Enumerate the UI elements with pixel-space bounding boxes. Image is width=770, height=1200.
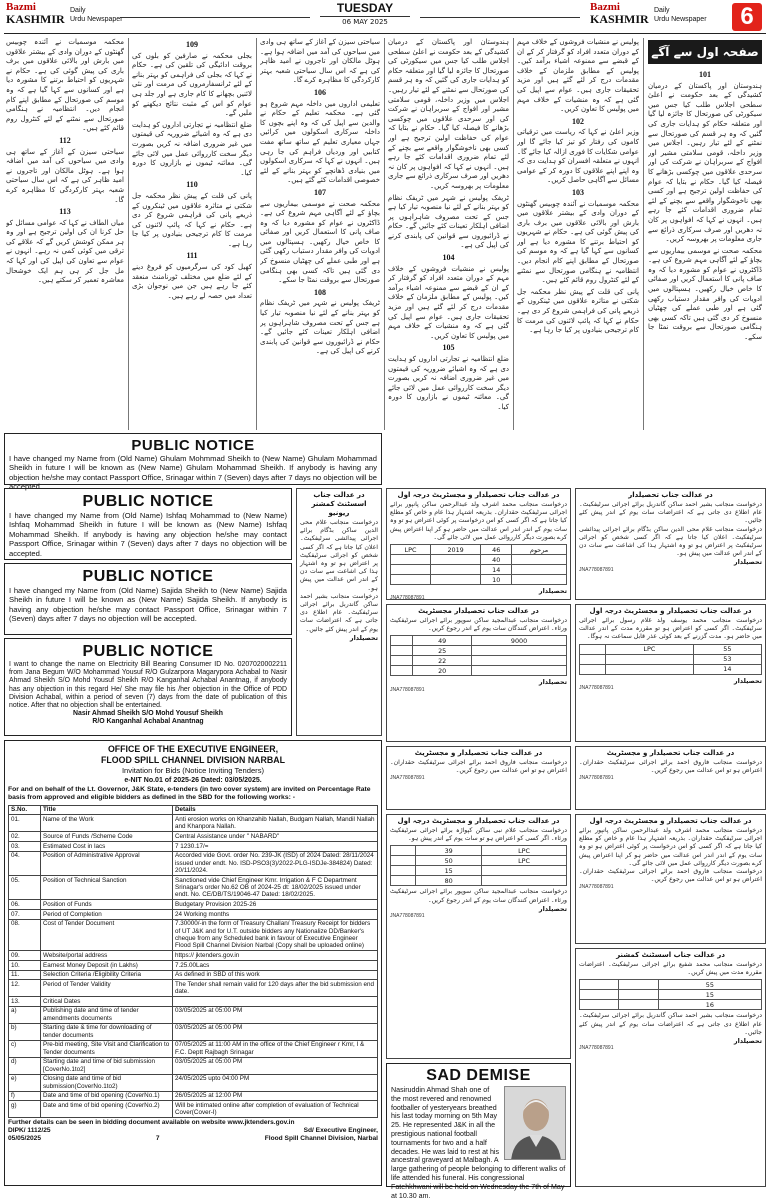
item-number: 113 <box>59 207 71 217</box>
public-notice-3 <box>4 638 292 736</box>
news-column-1 <box>648 68 762 430</box>
court-notice-body: درخواست منجانب محمد شفیع برائے اجرائی سرٹیفکیٹ۔ اعتراضات مقررہ مدت میں پیش کریں۔ <box>579 961 762 977</box>
column-divider <box>643 38 644 430</box>
heirs-table <box>390 544 567 585</box>
court-notice-3 <box>386 604 571 742</box>
table-row <box>9 832 378 842</box>
court-notice-body: درخواست منجانب محمد یوسف ولد غلام رسول برائے اجرائی سرٹیفکیٹ۔ اگر کسی کو اعتراض ہو تو مقررہ مدت کے اندر عدالت میں حاضر ہو۔ مدت گزرنے کے بعد کوئی عذر قابل سماعت نہ ہوگا۔ <box>579 617 762 641</box>
table-row <box>9 1040 378 1057</box>
issue-date: 06 MAY 2025 <box>320 16 410 26</box>
row-number: g) <box>9 1101 41 1118</box>
masthead-subtitle <box>70 6 123 24</box>
page-header <box>0 0 770 32</box>
row-title: Name of the Work <box>41 815 173 832</box>
table-row <box>9 961 378 971</box>
masthead-title-2: KASHMIR <box>6 12 65 26</box>
row-number: 05. <box>9 876 41 900</box>
heirs-table <box>579 644 762 675</box>
column-divider <box>128 38 129 430</box>
row-number: c) <box>9 1040 41 1057</box>
row-details: 7.25.00Lacs <box>173 961 378 971</box>
court-notice-signature: تحصیلدار <box>349 633 378 642</box>
row-title: Estimated Cost in lacs <box>41 842 173 852</box>
public-notice-text: I have changed my Name from (Old Name) Ishfaq Mohammad to (New Name) Ishfaq Mohammad Sheikh in future I will be known as (New Name) Ishfaq Mohammad Sheikh. If anybody is having any objection he/she may contact Passport Office, Srinagar within 7 (Seven) days after 7 days no objection will be accepted. <box>9 511 287 558</box>
row-number: 03. <box>9 842 41 852</box>
court-notice-body: درخواست منجانب فاروق احمد برائے اجرائی سرٹیفکیٹ حقداران۔ اعتراض ہو تو اس عدالت میں رجوع کریں۔ <box>390 759 567 775</box>
ad-code: JNA778087891 <box>390 595 425 600</box>
ad-code: JNA778087891 <box>390 775 425 782</box>
tender-office: OFFICE OF THE EXECUTIVE ENGINEER, <box>107 744 279 754</box>
tender-signatory: Sd/ Executive Engineer, <box>303 1127 378 1135</box>
court-notice-title: در عدالت جناب اسسٹنٹ کمشنر ریونیو <box>311 491 367 517</box>
table-row <box>9 1074 378 1091</box>
court-notice-body: درخواست منجانب محمد اشرف ولد عبدالرحمن ساکن پانپور برائے اجرائی سرٹیفکیٹ حقداران۔ بذریعہ اشتہار ہذا عام و خاص کو مطلع کیا جاتا ہے کہ اگر کسی کو اس درخواست پر کوئی اعتراض ہو تو وہ سات یوم کے اندر اندر اس عدالت میں حاضر ہو کر اپنا اعتراض پیش کرے بصورت دیگر کارروائی عمل میں لائی جائے گی۔ <box>390 501 567 541</box>
item-number: 103 <box>572 187 584 197</box>
court-notice-8 <box>386 814 571 1059</box>
table-cell: 20 <box>413 666 472 676</box>
issue-day: TUESDAY <box>336 1 394 15</box>
item-number: 111 <box>186 251 198 261</box>
public-notice-1 <box>4 488 292 560</box>
news-text: سیاحتی سیزن کے آغاز کے ساتھ ہی وادی میں سیاحوں کی آمد میں اضافہ ہوا ہے۔ ہوٹل مالکان اور تاجروں نے امید ظاہر کی ہے کہ اس سال سیاحتی شعبہ بہتر کارکردگی کا مظاہرہ کرے گا۔ <box>6 147 124 204</box>
section-heading: صفحہ اول سے آگے <box>648 40 762 64</box>
table-row <box>9 842 378 852</box>
public-notice-text: I have changed my Name from (Old Name) Sajida Sheikh to (New Name) Sajida Sheikh in future I will be known as (New Name) Sajida Sheikh. If anybody is having any objection he/she may contact Passport Office, Srinagar within 7 (Seven) days after 7 days no objection will be accepted. <box>9 586 287 624</box>
public-notice-signature: Nasir Ahmad Sheikh S/O Mohd Yousuf Sheikh <box>73 710 223 718</box>
table-cell: LPC <box>482 856 567 866</box>
dipk-number: DIPK/ 1112/25 <box>8 1127 51 1135</box>
row-number: 12. <box>9 980 41 997</box>
tender-table <box>8 805 378 1119</box>
row-number: e) <box>9 1074 41 1091</box>
court-notice-title: در عدالت جناب تحصیلدار و مجسٹریٹ درجہ اول <box>589 817 752 825</box>
public-notice-wide <box>4 433 382 492</box>
news-text: میاں الطاف نے کہا کہ عوامی مسائل کو حل کرنا ان کی اولین ترجیح ہے اور وہ ہر ممکن کوشش کریں گے کہ علاقے کی ترقی میں کوئی کمی نہ رہے۔ انہوں نے عوام سے تعاون کی اپیل کی اور کہا کہ مل جل کر ہی ہم ایک خوشحال معاشرہ تعمیر کر سکتے ہیں۔ <box>6 218 124 285</box>
news-column-2 <box>517 38 639 430</box>
court-notice-body: درخواست منجانب غلام نبی ساکن کپواڑہ برائے اجرائی سرٹیفکیٹ ورثاء۔ اگر کسی کو اعتراض ہو تو سات یوم کے اندر پیش ہو۔ <box>390 827 567 843</box>
news-text: ٹریفک پولیس نے شہر میں ٹریفک نظام کو بہتر بنانے کے لئے نیا منصوبہ تیار کیا ہے جس کے تحت مصروف شاہراہوں پر اضافی اہلکار تعینات کئے جائیں گے۔ حکام نے ڈرائیوروں سے قوانین کی پابندی کرنے کی اپیل کی ہے۔ <box>260 299 380 356</box>
court-notice-6 <box>386 746 571 810</box>
row-details: https:// jktenders.gov.in <box>173 951 378 961</box>
news-text: پانی کی قلت کے پیش نظر محکمہ جل شکتی نے متاثرہ علاقوں میں ٹینکروں کے ذریعے پانی کی فراہمی شروع کر دی ہے۔ حکام نے کہا کہ پائپ لائنوں کی مرمت کا کام ترجیحی بنیادوں پر کیا جا رہا ہے۔ <box>132 191 252 248</box>
table-row <box>9 1057 378 1074</box>
heirs-table <box>390 845 567 886</box>
ad-code: JNA778087891 <box>579 884 614 891</box>
court-notice-signature: تحصیلدار <box>538 587 567 596</box>
row-title: Closing date and time of bid submission(CoverNo.1to2) <box>41 1074 173 1091</box>
table-cell: 2019 <box>430 545 480 555</box>
row-details: Accorded vide Govt. order No. 239-JK (ISD) of 2024 Dated: 28/11/2024 issued under endt. No. ISD-PSO3(3)/2022-PLG-ISDJe-384824) Dated: 20/11/2024. <box>173 851 378 875</box>
news-text: محکمہ موسمیات نے آئندہ چوبیس گھنٹوں کے دوران وادی کے بیشتر علاقوں میں بارش اور بالائی علاقوں میں برف باری کی پیش گوئی کی ہے۔ حکام نے شہریوں کو احتیاط برتنے کا مشورہ دیا ہے اور کسانوں سے کہا گیا ہے کہ وہ موسم کی صورتحال کے مطابق اپنے کام انجام دیں۔ انتظامیہ نے ہنگامی صورتحال سے نمٹنے کے لئے کنٹرول روم قائم کئے ہیں۔ <box>6 38 124 133</box>
row-details: 07/05/2025 at 11:00 AM in the office of the Chief Engineer r Kmr, I & F.C. Deptt Rajbagh Srinagar <box>173 1040 378 1057</box>
ad-code: JNA778087891 <box>579 775 614 782</box>
tender-nit-number: e-NIT No.01 of 2025-26 Dated: 03/05/2025. <box>124 777 262 784</box>
item-number: 104 <box>442 253 455 263</box>
table-cell: 40 <box>481 555 512 565</box>
ad-code: JNA778087891 <box>579 685 614 692</box>
news-text: ہندوستان اور پاکستان کے درمیان کشیدگی کے بعد حکومت نے اعلیٰ سطحی اجلاس طلب کیا جس میں سیکورٹی کی صورتحال کا جائزہ لیا گیا اور متعلقہ حکام کو ہدایات جاری کی گئیں کہ وہ ہر قسم کی صورتحال سے نمٹنے کے لئے تیار رہیں۔ اجلاس میں وزیر داخلہ، قومی سلامتی مشیر اور افواج کے سربراہان نے شرکت کی اور سرحدی علاقوں میں چوکسی بڑھانے کا فیصلہ کیا گیا۔ حکام نے بتایا کہ عوام کی حفاظت اولین ترجیح ہے اور کسی بھی ناخوشگوار واقعے سے بچنے کے لئے تمام ضروری اقدامات کئے جا رہے ہیں۔ انہوں نے کہا کہ افواہوں پر کان نہ دھریں اور صرف سرکاری ذرائع سے جاری معلومات پر بھروسہ کریں۔ <box>388 38 509 190</box>
row-details <box>173 997 378 1007</box>
news-text: سیاحتی سیزن کے آغاز کے ساتھ ہی وادی میں سیاحوں کی آمد میں اضافہ ہوا ہے۔ ہوٹل مالکان اور تاجروں نے امید ظاہر کی ہے کہ اس سال سیاحتی شعبہ بہتر کارکردگی کا مظاہرہ کرے گا۔ <box>260 38 380 85</box>
row-title: Position of Funds <box>41 900 173 910</box>
table-row <box>9 1091 378 1101</box>
public-notice-title: PUBLIC NOTICE <box>82 643 214 660</box>
table-cell: 10 <box>481 575 512 585</box>
masthead-right <box>590 1 707 26</box>
item-number: 101 <box>699 70 711 79</box>
item-number: 110 <box>186 180 198 190</box>
public-notice-title: PUBLIC NOTICE <box>82 568 214 585</box>
table-row <box>9 900 378 910</box>
row-title: Cost of Tender Document <box>41 919 173 951</box>
tender-intro: For and on behalf of the Lt. Governor, J&K State, e-tenders (in two cover system) are invited on Percentage Rate basis from approved and eligible bidders as defined in the SBD for the following works: - <box>8 786 371 802</box>
table-row <box>9 980 378 997</box>
court-notice-title: در عدالت جناب اسسٹنٹ کمشنر <box>616 951 725 959</box>
public-notice-2 <box>4 563 292 635</box>
court-notice-title: در عدالت جناب تحصیلدار و مجسٹریٹ <box>414 749 543 757</box>
news-column-3 <box>388 38 509 430</box>
heirs-table <box>390 635 567 676</box>
date-box <box>320 1 410 26</box>
court-notice-title: در عدالت جناب تحصیلدار و مجسٹریٹ درجہ اول <box>589 607 752 615</box>
ad-code: JNA778087891 <box>390 913 425 920</box>
row-number: 11. <box>9 970 41 980</box>
news-column-5 <box>132 38 252 430</box>
public-notice-text: I have changed my Name from (Old Name) Ghulam Mohmmad Sheikh to (New Name) Ghulam Mohammad Sheikh in future I will be known as (New Name) Ghulam Mohammad Sheikh. If anybody is having any objection he/she may contact Passport Office, Srinagar within 7 (Seven) days after 7 days no objection will be accepted <box>9 454 377 492</box>
table-row <box>9 1101 378 1118</box>
row-title: Website/portal address <box>41 951 173 961</box>
row-title: Date and time of bid opening (CoverNo.2) <box>41 1101 173 1118</box>
table-row <box>9 851 378 875</box>
row-details: Central Assistance under " NABARD" <box>173 832 378 842</box>
news-text: کھیل کود کی سرگرمیوں کو فروغ دینے کے لئے ضلع میں مختلف ٹورنامنٹ منعقد کئے جا رہے ہیں جن میں نوجوان بڑی تعداد میں حصہ لے رہے ہیں۔ <box>132 263 252 300</box>
masthead-left <box>6 1 123 26</box>
sad-demise-title: SAD DEMISE <box>426 1067 531 1084</box>
table-cell: 22 <box>413 656 472 666</box>
news-text: تعلیمی اداروں میں داخلہ مہم شروع ہو گئی ہے۔ محکمہ تعلیم کے حکام نے والدین سے اپیل کی کہ وہ اپنے بچوں کا داخلہ سرکاری اسکولوں میں کرائیں جہاں معیاری تعلیم کے ساتھ ساتھ مفت کتابیں اور وردیاں فراہم کی جا رہی ہیں۔ انہوں نے کہا کہ سرکاری اسکولوں میں بنیادی ڈھانچے کو بہتر بنانے کے لئے خصوصی اقدامات کئے گئے ہیں۔ <box>260 99 380 185</box>
row-title: Source of Funds /Scheme Code <box>41 832 173 842</box>
ad-code: JNA778087891 <box>579 1045 614 1052</box>
masthead-urdu-newspaper: Urdu Newspaper <box>70 16 123 23</box>
public-notice-title: PUBLIC NOTICE <box>131 437 255 454</box>
news-text: پولیس نے منشیات فروشوں کے خلاف مہم کے دوران متعدد افراد کو گرفتار کر کے ان کے قبضے سے ممنوعہ اشیاء برآمد کیں۔ پولیس کے مطابق ملزمان کے خلاف مقدمات درج کر لئے گئے ہیں اور مزید تحقیقات جاری ہیں۔ عوام سے اپیل کی گئی ہے کہ وہ منشیات کے خلاف مہم میں پولیس کا تعاون کریں۔ <box>388 264 509 340</box>
news-text: بجلی محکمہ نے صارفین کو بلوں کی بروقت ادائیگی کی تلقین کی ہے۔ حکام نے کہا کہ بجلی کی فراہمی کو بہتر بنانے کے لئے ٹرانسفارمروں کی مرمت اور نئی لائنیں بچھانے کا کام جاری ہے اور جلد ہی عوام کو اس کے مثبت نتائج دیکھنے کو ملیں گے۔ <box>132 51 252 118</box>
tender-notice <box>4 740 382 1186</box>
court-notice-1 <box>296 488 382 736</box>
table-cell: 55 <box>693 644 761 654</box>
row-number: 06. <box>9 900 41 910</box>
court-notice-4 <box>575 488 766 600</box>
row-title: Position of Administrative Approval <box>41 851 173 875</box>
court-notice-5 <box>575 604 766 742</box>
row-number: 01. <box>9 815 41 832</box>
court-notice-body-extra: درخواست منجانب فاروق احمد برائے اجرائی سرٹیفکیٹ حقداران۔ اعتراض ہو تو اس عدالت میں رجوع کریں۔ <box>579 868 762 884</box>
table-row <box>9 951 378 961</box>
table-row <box>9 815 378 832</box>
court-notice-signature: تحصیلدار <box>538 904 567 913</box>
page-number: 6 <box>732 3 762 31</box>
table-cell: 15 <box>416 866 482 876</box>
item-number: 108 <box>314 287 326 297</box>
table-cell: 46 <box>481 545 512 555</box>
item-number: 107 <box>314 187 326 197</box>
table-cell: مرحوم <box>512 545 567 555</box>
news-column-6 <box>6 38 124 430</box>
table-row <box>9 997 378 1007</box>
table-cell: 15 <box>658 990 761 1000</box>
court-notice-title: در عدالت جناب تحصیلدار و مجسٹریٹ درجہ اول <box>397 491 560 499</box>
table-cell: 9000 <box>472 636 567 646</box>
masthead-title-1-right: Bazmi <box>590 1 620 13</box>
masthead-title-1: Bazmi <box>6 1 36 13</box>
masthead-daily: Daily <box>70 7 86 14</box>
row-number: 10. <box>9 961 41 971</box>
court-notice-signature: تحصیلدار <box>733 558 762 567</box>
item-number: 105 <box>442 343 455 353</box>
row-details: 03/05/2025 at 05:00 PM <box>173 1057 378 1074</box>
public-notice-title: PUBLIC NOTICE <box>82 493 214 510</box>
column-divider <box>384 38 385 430</box>
row-title: Period of Tender Validity <box>41 980 173 997</box>
row-details: Will be intimated online after completion of evaluation of Technical Cover(Cover-I) <box>173 1101 378 1118</box>
header-divider <box>4 33 766 34</box>
tender-footer: Further details can be seen in bidding document available on website www.jktenders.gov.in <box>8 1119 295 1127</box>
table-cell: 14 <box>481 565 512 575</box>
row-details: 03/05/2025 at 05:00 PM <box>173 1023 378 1040</box>
row-details: Sanctioned vide Chief Engineer Kmr. Irrigation & F C Department Srinagar's order No.62 OB of 2024-25 dt: 18/02/2025 issued under endt. No. CE/DB/TS/19046-47 Dated: 18/02/2025. <box>173 876 378 900</box>
row-details: 7 1230.17/= <box>173 842 378 852</box>
row-title: Starting date & time for downloading of tender documents <box>41 1023 173 1040</box>
ad-code: JNA778087891 <box>390 686 425 693</box>
public-notice-text: I want to change the name on Electricity Bill Bearing Consumer ID No. 0207020002211 from Jana Begum W/O Mohammad Yousuf R/O Gulzarpora Magarypora Achabal to Nasir Ahmad Sheikh S/O Mohd Yousuf Sheikh R/O Kanganhal Achabal Anantnag, if anybody has any objection in this regard He/ She may file his /her objection in the Office of PDD Division Achabal, within a period of seven (7) days from the date of publication of this notice. After that no objection shall be entertained. <box>9 661 287 710</box>
row-details: Anti erosion works on Khanzahib Nallah, Budgam Nallah, Mandil Nallah and Khanpora Nallah. <box>173 815 378 832</box>
row-title: Publishing date and time of tender amendments documents <box>41 1006 173 1023</box>
row-number: f) <box>9 1091 41 1101</box>
news-text: پولیس نے منشیات فروشوں کے خلاف مہم کے دوران متعدد افراد کو گرفتار کر کے ان کے قبضے سے ممنوعہ اشیاء برآمد کیں۔ پولیس کے مطابق ملزمان کے خلاف مقدمات درج کر لئے گئے ہیں اور مزید تحقیقات جاری ہیں۔ عوام سے اپیل کی گئی ہے کہ وہ منشیات کے خلاف مہم میں پولیس کا تعاون کریں۔ <box>517 38 639 114</box>
row-details: 7.30000/-in the form of Treasury Challan/ Treasury Receipt for bidders of UT J&K and for U.T. outside bidders any Nationalize DD/Banker's cheque from any Scheduled bank in favour of Executive Engineer Flood Spill Channel Division Narbal (Copy shall be uploaded online) <box>173 919 378 951</box>
header-rule-right <box>420 17 580 18</box>
tender-signatory-office: Flood Spill Channel Division, Narbal <box>264 1135 378 1143</box>
column-divider <box>513 38 514 430</box>
court-notice-10 <box>575 948 766 1187</box>
table-row <box>9 1006 378 1023</box>
court-notice-body: درخواست منجانب محمد اشرف ولد عبدالرحمن ساکن پانپور برائے اجرائی سرٹیفکیٹ حقداران۔ بذریعہ اشتہار ہذا عام و خاص کو مطلع کیا جاتا ہے کہ اگر کسی کو اس درخواست پر کوئی اعتراض ہو تو وہ سات یوم کے اندر اندر اس عدالت میں حاضر ہو کر اپنا اعتراض پیش کرے بصورت دیگر کارروائی عمل میں لائی جائے گی۔ <box>579 827 762 867</box>
table-cell: 50 <box>416 856 482 866</box>
row-number: 02. <box>9 832 41 842</box>
row-details: 26/05/2025 at 12:00 PM <box>173 1091 378 1101</box>
sad-demise-notice <box>386 1063 571 1200</box>
news-text: ہندوستان اور پاکستان کے درمیان کشیدگی کے بعد حکومت نے اعلیٰ سطحی اجلاس طلب کیا جس میں سیکورٹی کی صورتحال کا جائزہ لیا گیا اور متعلقہ حکام کو ہدایات جاری کی گئیں کہ وہ ہر قسم کی صورتحال سے نمٹنے کے لئے تیار رہیں۔ اجلاس میں وزیر داخلہ، قومی سلامتی مشیر اور افواج کے سربراہان نے شرکت کی اور سرحدی علاقوں میں چوکسی بڑھانے کا فیصلہ کیا گیا۔ حکام نے بتایا کہ عوام کی حفاظت اولین ترجیح ہے اور کسی بھی ناخوشگوار واقعے سے بچنے کے لئے تمام ضروری اقدامات کئے جا رہے ہیں۔ انہوں نے کہا کہ افواہوں پر کان نہ دھریں اور صرف سرکاری ذرائع سے جاری معلومات پر بھروسہ کریں۔ <box>648 81 762 244</box>
item-number: 112 <box>59 135 71 145</box>
table-cell: 14 <box>693 664 761 674</box>
news-text: پانی کی قلت کے پیش نظر محکمہ جل شکتی نے متاثرہ علاقوں میں ٹینکروں کے ذریعے پانی کی فراہمی شروع کر دی ہے۔ حکام نے کہا کہ پائپ لائنوں کی مرمت کا کام ترجیحی بنیادوں پر کیا جا رہا ہے۔ <box>517 287 639 335</box>
table-cell: 55 <box>658 980 761 990</box>
row-title: Earnest Money Deposit (in Lakhs) <box>41 961 173 971</box>
row-number: 04. <box>9 851 41 875</box>
court-notice-signature: تحصیلدار <box>733 1037 762 1046</box>
court-notice-7 <box>575 746 766 810</box>
court-notice-body: درخواست منجانب غلام محی الدین ساکن بڈگام برائے اجرائی پیدائشی سرٹیفکیٹ۔ اعلان کیا جاتا ہے کہ اگر کسی شخص کو اجرائی سرٹیفکیٹ پر اعتراض ہو تو وہ اشتہار ہذا کی اشاعت سے سات دن کے اندر اس عدالت میں پیش ہو۔ <box>300 519 378 592</box>
table-cell: LPC <box>391 545 431 555</box>
row-title: Pre-bid meeting, Site Visit and Clarification to Tender documents <box>41 1040 173 1057</box>
tender-signature-block <box>8 1127 378 1143</box>
public-notice-address: R/O Kanganhal Achabal Anantnag <box>92 718 204 726</box>
portrait-photo <box>504 1086 566 1160</box>
court-notice-body-extra: درخواست منجانب بشیر احمد ساکن گاندربل برائے اجرائی سرٹیفکیٹ۔ عام اطلاع دی جاتی ہے کہ اعتراضات سات یوم کے اندر پیش کئے جائیں۔ <box>300 592 378 633</box>
masthead-urdu-newspaper-right: Urdu Newspaper <box>654 16 707 23</box>
masthead-subtitle-right <box>654 6 707 24</box>
row-title: Period of Completion <box>41 910 173 920</box>
header-rule-left <box>120 17 310 18</box>
news-text: محکمہ صحت نے موسمی بیماریوں سے بچاؤ کے لئے آگاہی مہم شروع کی ہے۔ ڈاکٹروں نے عوام کو مشورہ دیا کہ وہ صاف پانی کا استعمال کریں اور صفائی کا خاص خیال رکھیں۔ ہسپتالوں میں ادویات کی وافر مقدار دستیاب رکھی گئی ہے اور طبی عملے کی چھٹیاں منسوخ کر دی گئی ہیں تاکہ کسی بھی ہنگامی صورتحال سے بروقت نمٹا جا سکے۔ <box>260 199 380 285</box>
news-column-4 <box>260 38 380 430</box>
table-row <box>9 970 378 980</box>
portrait-image <box>505 1087 566 1160</box>
column-header: S.No. <box>9 805 41 815</box>
item-number: 106 <box>314 87 326 97</box>
row-details: 24 Working months <box>173 910 378 920</box>
table-row <box>9 1023 378 1040</box>
item-number: 109 <box>186 40 198 49</box>
table-cell: LPC <box>482 846 567 856</box>
court-notice-9 <box>575 814 766 944</box>
row-number: 07. <box>9 910 41 920</box>
table-row <box>9 876 378 900</box>
row-number: 08. <box>9 919 41 951</box>
row-title: Starting date and time of bid submission [CoverNo.1to2] <box>41 1057 173 1074</box>
court-notice-body: درخواست منجانب عبدالمجید ساکن سوپور برائے اجرائی سرٹیفکیٹ ورثاء۔ اعتراض کنندگان سات یوم کے اندر رجوع کریں۔ <box>390 617 567 633</box>
table-cell: 53 <box>693 654 761 664</box>
court-notice-title: در عدالت جناب تحصیلدار و مجسٹریٹ درجہ اول <box>397 817 560 825</box>
court-notice-signature: تحصیلدار <box>733 676 762 685</box>
court-notice-body-extra: درخواست منجانب عبدالمجید ساکن سوپور برائے اجرائی سرٹیفکیٹ ورثاء۔ اعتراض کنندگان سات یوم کے اندر رجوع کریں۔ <box>390 888 567 904</box>
court-notice-body: درخواست منجانب بشیر احمد ساکن گاندربل برائے اجرائی سرٹیفکیٹ۔ عام اطلاع دی جاتی ہے کہ اعتراضات سات یوم کے اندر پیش کئے جائیں۔ <box>579 501 762 525</box>
table-cell: 16 <box>658 1000 761 1010</box>
news-text: ضلع انتظامیہ نے تجارتی اداروں کو ہدایت دی ہے کہ وہ اشیائے ضروریہ کی قیمتوں میں غیر ضروری اضافہ نہ کریں بصورت دیگر سخت کارروائی عمل میں لائی جائے گی۔ معائنہ ٹیموں نے بازاروں کا دورہ کیا۔ <box>132 120 252 177</box>
column-divider <box>256 38 257 430</box>
row-title: Selection Criteria /Eligibility Criteria <box>41 970 173 980</box>
masthead-daily-right: Daily <box>654 7 670 14</box>
court-notice-body-extra: درخواست منجانب غلام محی الدین ساکن بڈگام برائے اجرائی پیدائشی سرٹیفکیٹ۔ اعلان کیا جاتا ہے کہ اگر کسی شخص کو اجرائی سرٹیفکیٹ پر اعتراض ہو تو وہ اشتہار ہذا کی اشاعت سے سات دن کے اندر اس عدالت میں پیش ہو۔ <box>579 525 762 558</box>
sad-demise-text: Nasiruddin Ahmad Shah one of the most revered and renowned footballer of yesteryears breathed his last today morning on 5th May 25. He represented J&K in all the prestigious national football tournaments for two and a half decades. He was laid to rest at his ancestral graveyard at Malbagh. A large gathering of people belonging to different walks of life attended his funeral. His congressional Fatehkhwani will be held on Wednesday the 7th of May at 10.30 am. <box>391 1086 566 1200</box>
row-number: 09. <box>9 951 41 961</box>
masthead-title-2-right: KASHMIR <box>590 12 649 26</box>
column-header: Title <box>41 805 173 815</box>
tender-division: FLOOD SPILL CHANNEL DIVISION NARBAL <box>101 755 285 765</box>
table-cell: 39 <box>416 846 482 856</box>
court-notice-body: درخواست منجانب فاروق احمد برائے اجرائی سرٹیفکیٹ حقداران۔ اعتراض ہو تو اس عدالت میں رجوع کریں۔ <box>579 759 762 775</box>
table-cell: LPC <box>605 644 693 654</box>
news-text: ٹریفک پولیس نے شہر میں ٹریفک نظام کو بہتر بنانے کے لئے نیا منصوبہ تیار کیا ہے جس کے تحت مصروف شاہراہوں پر اضافی اہلکار تعینات کئے جائیں گے۔ حکام نے ڈرائیوروں سے قوانین کی پابندی کرنے کی اپیل کی ہے۔ <box>388 193 509 250</box>
row-title: Date and time of bid opening (CoverNo.1) <box>41 1091 173 1101</box>
court-notice-title: در عدالت جناب تحصیلدار و مجسٹریٹ <box>606 749 735 757</box>
row-title: Position of Technical Sanction <box>41 876 173 900</box>
court-notice-title: در عدالت جناب تحصیلدار <box>628 491 713 499</box>
table-cell: 80 <box>416 876 482 886</box>
row-details: Budgetary Provision 2025-26 <box>173 900 378 910</box>
table-row <box>9 910 378 920</box>
row-number: b) <box>9 1023 41 1040</box>
ad-code: JNA778087891 <box>579 566 614 573</box>
dipk-date: 05/05/2025 <box>8 1135 42 1143</box>
row-details: 03/05/2025 at 05:00 PM <box>173 1006 378 1023</box>
court-notice-2 <box>386 488 571 600</box>
court-notice-body-extra: درخواست منجانب بشیر احمد ساکن گاندربل برائے اجرائی سرٹیفکیٹ۔ عام اطلاع دی جاتی ہے کہ اعتراضات سات یوم کے اندر پیش کئے جائیں۔ <box>579 1012 762 1036</box>
row-number: d) <box>9 1057 41 1074</box>
news-text: وزیر اعلیٰ نے کہا کہ ریاست میں ترقیاتی کاموں کی رفتار کو تیز کیا جائے گا اور عوامی شکایات کا فوری ازالہ کیا جائے گا۔ انہوں نے متعلقہ افسران کو ہدایت دی کہ وہ اپنے اپنے علاقوں کا دورہ کر کے عوامی مسائل سے آگاہی حاصل کریں۔ <box>517 128 639 185</box>
row-title: Critical Dates <box>41 997 173 1007</box>
row-details: 24/05/2025 upto 04:00 PM <box>173 1074 378 1091</box>
row-details: As defined in SBD of this work <box>173 970 378 980</box>
tender-invitation: Invitation for Bids (Notice Inviting Tenders) <box>121 766 265 775</box>
court-notice-title: در عدالت جناب تحصیلدار مجسٹریٹ <box>418 607 539 615</box>
table-cell: 49 <box>413 636 472 646</box>
row-number: a) <box>9 1006 41 1023</box>
row-details: The Tender shall remain valid for 120 days after the bid submission end date. <box>173 980 378 997</box>
column-header: Details <box>173 805 378 815</box>
news-text: ضلع انتظامیہ نے تجارتی اداروں کو ہدایت دی ہے کہ وہ اشیائے ضروریہ کی قیمتوں میں غیر ضروری اضافہ نہ کریں بصورت دیگر سخت کارروائی عمل میں لائی جائے گی۔ معائنہ ٹیموں نے بازاروں کا دورہ کیا۔ <box>388 355 509 411</box>
table-row <box>9 919 378 951</box>
table-cell: 25 <box>413 646 472 656</box>
news-text: محکمہ موسمیات نے آئندہ چوبیس گھنٹوں کے دوران وادی کے بیشتر علاقوں میں بارش اور بالائی علاقوں میں برف باری کی پیش گوئی کی ہے۔ حکام نے شہریوں کو احتیاط برتنے کا مشورہ دیا ہے اور کسانوں سے کہا گیا ہے کہ وہ موسم کی صورتحال کے مطابق اپنے کام انجام دیں۔ انتظامیہ نے ہنگامی صورتحال سے نمٹنے کے لئے کنٹرول روم قائم کئے ہیں۔ <box>517 199 639 285</box>
news-text: محکمہ صحت نے موسمی بیماریوں سے بچاؤ کے لئے آگاہی مہم شروع کی ہے۔ ڈاکٹروں نے عوام کو مشورہ دیا کہ وہ صاف پانی کا استعمال کریں اور صفائی کا خاص خیال رکھیں۔ ہسپتالوں میں ادویات کی وافر مقدار دستیاب رکھی گئی ہے اور طبی عملے کی چھٹیاں منسوخ کر دی گئی ہیں تاکہ کسی بھی ہنگامی صورتحال سے بروقت نمٹا جا سکے۔ <box>648 246 762 342</box>
row-number: 13. <box>9 997 41 1007</box>
item-number: 102 <box>572 116 584 126</box>
court-notice-signature: تحصیلدار <box>538 678 567 687</box>
heirs-table <box>579 979 762 1010</box>
tender-page-mark: 7 <box>155 1135 160 1143</box>
